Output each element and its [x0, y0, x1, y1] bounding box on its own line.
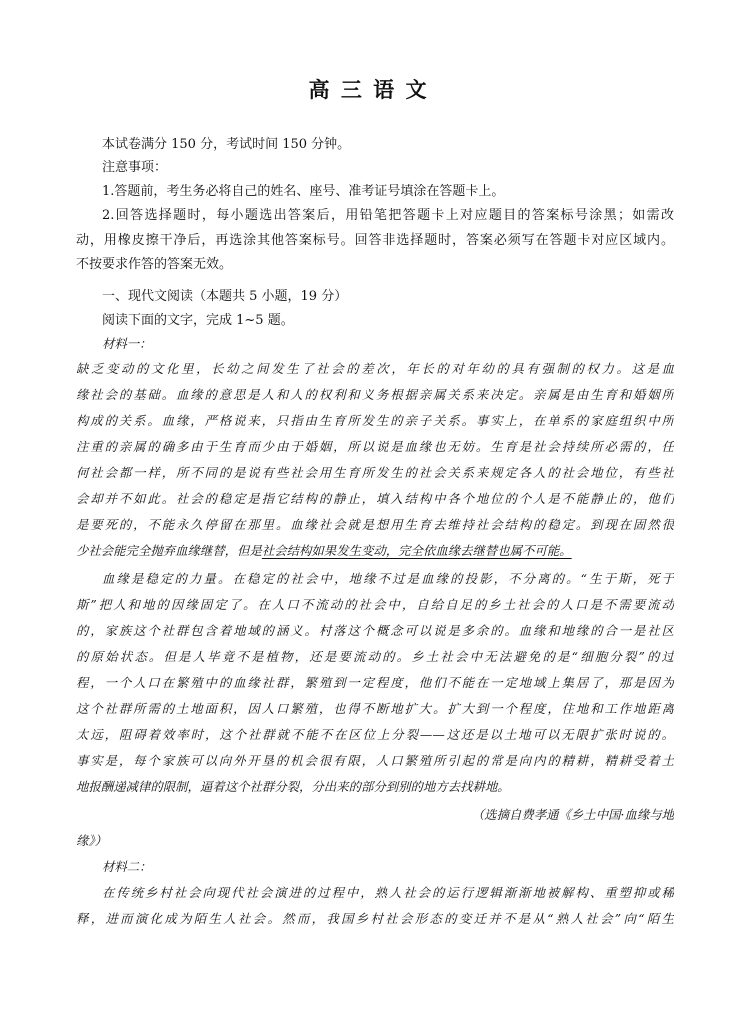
- material-1-p2-line: 的原始状态。但是人毕竟不是植物，还是要流动的。乡土社会中无法避免的是“细胞分裂”的过: [76, 649, 674, 664]
- material-1-p2-line: 事实是，每个家族可以向外开垦的机会很有限，人口繁殖所引起的常是向内的精耕，精耕受着土: [76, 753, 674, 768]
- material-1-line: 何社会都一样，所不同的是说有些社会用生育所发生的社会关系来规定各人的社会地位，有些社: [76, 465, 674, 480]
- material-2-label: 材料二：: [102, 859, 152, 874]
- note-2-line: 2.回答选择题时，每小题选出答案后，用铅笔把答题卡上对应题目的答案标号涂黑；如需改: [102, 208, 674, 223]
- material-1-line: 缘社会的基础。血缘的意思是人和人的权利和义务根据亲属关系来决定。亲属是由生育和婚姻所: [76, 387, 674, 402]
- material-2-line: 释，进而演化成为陌生人社会。然而，我国乡村社会形态的变迁并不是从“熟人社会”向“陌生: [76, 911, 674, 926]
- material-2-line: 在传统乡村社会向现代社会演进的过程中，熟人社会的运行逻辑渐渐地被解构、重塑抑或稀: [102, 885, 674, 900]
- material-1-label: 材料一：: [102, 336, 152, 351]
- material-1-last-line: [76, 542, 674, 560]
- note-1: 1.答题前，考生务必将自己的姓名、座号、准考证号填涂在答题卡上。: [102, 184, 505, 199]
- material-1-p2-line: 地报酬递减律的限制，逼着这个社群分裂，分出来的部分到别的地方去找耕地。: [76, 779, 510, 794]
- material-1-line: 缺乏变动的文化里，长幼之间发生了社会的差次，年长的对年幼的具有强制的权力。这是血: [76, 361, 674, 376]
- material-1-line: 构成的关系。血缘，严格说来，只指由生育所发生的亲子关系。事实上，在单系的家庭组织中所: [76, 413, 674, 428]
- material-1-p2-line: 斯”把人和地的因缘固定了。在人口不流动的社会中，自给自足的乡土社会的人口是不需要流动: [76, 597, 674, 612]
- section-heading: 一、现代文阅读（本题共 5 小题，19 分）: [102, 289, 348, 304]
- scoring-info: 本试卷满分 150 分，考试时间 150 分钟。: [102, 137, 351, 152]
- material-1-p2-line: 这个社群所需的土地面积，因人口繁殖，也得不断地扩大。扩大到一个程度，住地和工作地距离: [76, 701, 674, 716]
- material-1-p2-line: 血缘是稳定的力量。在稳定的社会中，地缘不过是血缘的投影，不分离的。“生于斯，死于: [102, 571, 674, 586]
- notice-heading: 注意事项：: [102, 160, 168, 175]
- page-title: 高 三 语 文: [308, 78, 429, 102]
- note-2-line: 不按要求作答的答案无效。: [76, 257, 233, 272]
- note-2-line: 动，用橡皮擦干净后，再选涂其他答案标号。回答非选择题时，答案必须写在答题卡对应区域内。: [76, 233, 674, 248]
- material-1-line: 注重的亲属的确多由于生育而少由于婚姻，所以说是血缘也无妨。生育是社会持续所必需的，任: [76, 439, 674, 454]
- material-1-source: （选摘自费孝通《乡土中国·血缘与地: [471, 807, 674, 822]
- section-instruction: 阅读下面的文字，完成 1~5 题。: [102, 313, 294, 328]
- material-1-p2-line: 程，一个人口在繁殖中的血缘社群，繁殖到一定程度，他们不能在一定地域上集居了，那是因为: [76, 675, 674, 690]
- material-1-last-line-text: 少社会能完全抛弃血缘继替，但是: [76, 543, 262, 558]
- material-1-p2-line: 的，家族这个社群包含着地域的涵义。村落这个概念可以说是多余的。血缘和地缘的合一是社区: [76, 623, 674, 638]
- material-1-source-cont: 缘》）: [76, 833, 107, 848]
- underlined-sentence: 社会结构如果发生变动，完全依血缘去继替也属不可能。: [261, 543, 572, 558]
- material-1-line: 是要死的，不能永久停留在那里。血缘社会就是想用生育去维持社会结构的稳定。到现在固然很: [76, 517, 674, 532]
- material-1-line: 会却并不如此。社会的稳定是指它结构的静止，填入结构中各个地位的个人是不能静止的，他们: [76, 491, 674, 506]
- material-1-p2-line: 太远，阻碍着效率时，这个社群就不能不在区位上分裂——这还是以土地可以无限扩张时说的。: [76, 727, 674, 742]
